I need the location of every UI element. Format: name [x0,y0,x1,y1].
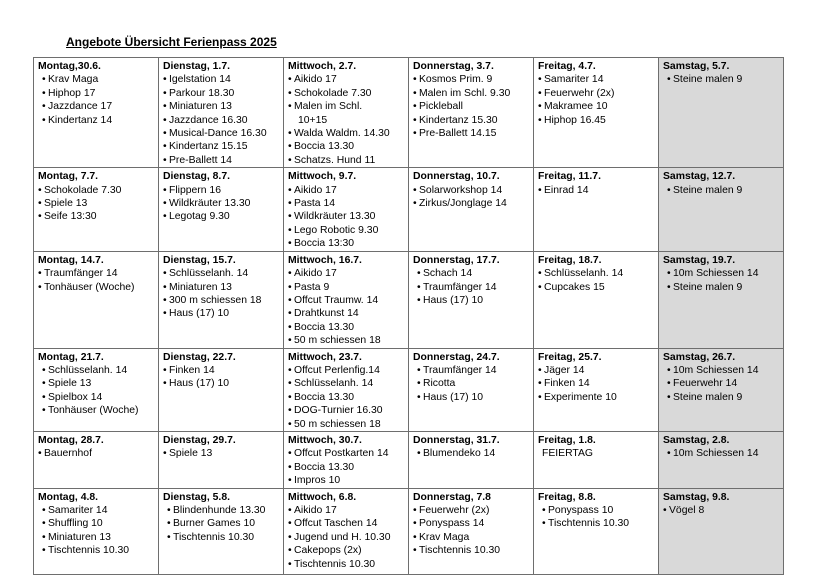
activity-item: • Cupcakes 15 [538,281,656,294]
activity-item: • Haus (17) 10 [163,377,281,390]
day-heading: Donnerstag, 24.7. [413,351,500,363]
week-row [34,251,784,348]
document-title: Angebote Übersicht Ferienpass 2025 [66,35,277,49]
activity-item: • Schokolade 7.30 [288,87,406,100]
activity-item: • Boccia 13.30 [288,321,406,334]
activity-list [663,184,781,197]
activity-item: • 10m Schiessen 14 [663,364,781,377]
day-cell-wed [284,58,409,168]
activity-item: • Offcut Postkarten 14 [288,447,406,460]
activity-item: • 10m Schiessen 14 [663,267,781,280]
day-heading: Samstag, 9.8. [663,491,730,503]
activity-item: • Spiele 13 [38,377,156,390]
activity-list [38,364,156,418]
activity-item: • Offcut Perlenfig.14 [288,364,406,377]
activity-item: • Finken 14 [163,364,281,377]
day-cell-sat [659,348,784,431]
day-heading: Samstag, 5.7. [663,61,730,72]
activity-item: • Steine malen 9 [663,184,781,197]
activity-list [413,504,531,558]
activity-item: • Schlüsselanh. 14 [163,267,281,280]
activity-item: • Aikido 17 [288,267,406,280]
activity-list [288,447,406,487]
activity-item: • Blumendeko 14 [413,447,531,460]
activity-item: • Hiphop 16.45 [538,114,656,127]
activity-list [163,504,281,544]
activity-item: • Kosmos Prim. 9 [413,73,531,86]
activity-item: • Jazzdance 17 [38,100,156,113]
activity-item: • Tischtennis 10.30 [413,544,531,557]
activity-item: • Krav Maga [413,531,531,544]
day-cell-wed [284,251,409,348]
activity-item: 10+15 [298,114,328,126]
day-heading: Mittwoch, 2.7. [288,61,357,72]
activity-list [288,184,406,251]
day-cell-tue [159,58,284,168]
activity-item: • Traumfänger 14 [413,364,531,377]
week-row [34,168,784,251]
activity-item: • Aikido 17 [288,504,406,517]
day-heading: Freitag, 1.8. [538,434,596,446]
activity-item: • Feuerwehr (2x) [413,504,531,517]
day-cell-wed [284,168,409,251]
activity-item: • Malen im Schl. 9.30 [413,87,531,100]
activity-item: • Malen im Schl. [288,100,406,113]
activity-item: • Solarworkshop 14 [413,184,531,197]
activity-item: • Boccia 13.30 [288,461,406,474]
activity-item: • Pasta 14 [288,197,406,210]
day-cell-wed [284,431,409,488]
activity-item: • Offcut Taschen 14 [288,517,406,530]
day-heading: Donnerstag, 7.8 [413,491,491,503]
activity-list [38,447,156,460]
day-cell-fri [534,488,659,574]
activity-item: • Kindertanz 15.15 [163,140,281,153]
activity-item: • Boccia 13:30 [288,237,406,250]
day-heading: Freitag, 4.7. [538,61,596,72]
day-cell-sat [659,168,784,251]
activity-item: • Burner Games 10 [163,517,281,530]
activity-item: • Miniaturen 13 [163,281,281,294]
activity-item: • Pre-Ballett 14.15 [413,127,531,140]
day-heading: Freitag, 18.7. [538,254,602,266]
activity-item: • Steine malen 9 [663,391,781,404]
activity-item: • Schokolade 7.30 [38,184,156,197]
day-heading: Samstag, 26.7. [663,351,736,363]
day-cell-mon [34,58,159,168]
day-heading: Montag, 28.7. [38,434,104,446]
day-heading: Dienstag, 5.8. [163,491,230,503]
activity-item: • Traumfänger 14 [413,281,531,294]
activity-item: • Igelstation 14 [163,73,281,86]
activity-item: • 50 m schiessen 18 [288,334,406,347]
activity-item: • Zirkus/Jonglage 14 [413,197,531,210]
activity-item: • Schlüsselanh. 14 [538,267,656,280]
day-cell-sat [659,251,784,348]
activity-item: • Impros 10 [288,474,406,487]
day-heading: Dienstag, 8.7. [163,171,230,183]
activity-item: • Spielbox 14 [38,391,156,404]
activity-item: • Boccia 13.30 [288,140,406,153]
activity-list [163,73,281,167]
activity-item: • Pasta 9 [288,281,406,294]
activity-item: • Seife 13:30 [38,210,156,223]
activity-item: • Tischtennis 10.30 [163,531,281,544]
activity-item: • Hiphop 17 [38,87,156,100]
activity-list [163,184,281,224]
day-heading: Donnerstag, 17.7. [413,254,500,266]
activity-item: • Flippern 16 [163,184,281,197]
activity-item: • Wildkräuter 13.30 [288,210,406,223]
day-heading: Freitag, 8.8. [538,491,596,503]
activity-item: • Shuffling 10 [38,517,156,530]
week-row [34,348,784,431]
week-row [34,58,784,168]
activity-item: • Tonhäuser (Woche) [38,281,156,294]
day-heading: Montag, 7.7. [38,171,99,183]
activity-item: • Vögel 8 [663,504,781,517]
day-heading: Montag,30.6. [38,61,101,72]
activity-list [663,364,781,404]
activity-list [413,267,531,307]
activity-item: • Parkour 18.30 [163,87,281,100]
week-row [34,431,784,488]
activity-list [413,184,531,211]
activity-list [538,364,656,404]
activity-item: • Boccia 13.30 [288,391,406,404]
day-cell-mon [34,488,159,574]
activity-item: • Drahtkunst 14 [288,307,406,320]
activity-item: • Tischtennis 10.30 [38,544,156,557]
activity-list [163,364,281,391]
activity-list [163,447,281,460]
day-cell-sat [659,58,784,168]
activity-item: • Feuerwehr 14 [663,377,781,390]
day-cell-tue [159,488,284,574]
day-heading: Dienstag, 22.7. [163,351,236,363]
activity-list [538,184,656,197]
day-cell-fri [534,251,659,348]
activity-list [413,364,531,404]
day-heading: Dienstag, 1.7. [163,61,230,72]
activity-item: • Aikido 17 [288,73,406,86]
day-heading: Montag, 4.8. [38,491,99,503]
activity-item: • Samariter 14 [38,504,156,517]
activity-item: • Jäger 14 [538,364,656,377]
activity-list [38,73,156,127]
day-cell-thu [409,168,534,251]
day-cell-thu [409,348,534,431]
activity-list [38,184,156,224]
activity-item: • Spiele 13 [163,447,281,460]
activity-list [663,267,781,294]
day-heading: Freitag, 25.7. [538,351,602,363]
day-heading: Donnerstag, 10.7. [413,171,500,183]
activity-item: • Offcut Traumw. 14 [288,294,406,307]
activity-list [38,504,156,558]
schedule-table [33,57,784,575]
activity-item: • 300 m schiessen 18 [163,294,281,307]
activity-item: • Samariter 14 [538,73,656,86]
activity-item: • Pre-Ballett 14 [163,154,281,167]
activity-list [538,73,656,127]
activity-item: • Einrad 14 [538,184,656,197]
activity-item: • Jugend und H. 10.30 [288,531,406,544]
activity-item: • Legotag 9.30 [163,210,281,223]
day-heading: Samstag, 19.7. [663,254,736,266]
day-heading: Montag, 14.7. [38,254,104,266]
activity-list [663,447,781,460]
activity-item: • Walda Waldm. 14.30 [288,127,406,140]
day-cell-fri [534,168,659,251]
activity-list [413,73,531,140]
day-cell-mon [34,168,159,251]
activity-item: • Blindenhunde 13.30 [163,504,281,517]
activity-item: • Finken 14 [538,377,656,390]
day-cell-thu [409,58,534,168]
activity-item: • 50 m schiessen 18 [288,418,406,431]
day-cell-mon [34,348,159,431]
activity-item: • Schlüsselanh. 14 [38,364,156,377]
activity-item: • Krav Maga [38,73,156,86]
activity-item: • Schlüsselanh. 14 [288,377,406,390]
activity-item: • Traumfänger 14 [38,267,156,280]
activity-item: • Schatzs. Hund 11 [288,154,406,167]
day-heading: Freitag, 11.7. [538,171,601,183]
activity-item: • Aikido 17 [288,184,406,197]
activity-item: • Tonhäuser (Woche) [38,404,156,417]
activity-item: • Kindertanz 14 [38,114,156,127]
activity-item: • 10m Schiessen 14 [663,447,781,460]
day-cell-fri [534,431,659,488]
activity-item: • Musical-Dance 16.30 [163,127,281,140]
activity-item: • Miniaturen 13 [163,100,281,113]
day-cell-sat [659,488,784,574]
day-heading: Samstag, 12.7. [663,171,736,183]
activity-item: • Jazzdance 16.30 [163,114,281,127]
activity-list [663,73,781,86]
activity-item: • Kindertanz 15.30 [413,114,531,127]
day-heading: Mittwoch, 23.7. [288,351,362,363]
day-cell-wed [284,348,409,431]
day-cell-thu [409,251,534,348]
day-cell-fri [534,348,659,431]
activity-list [288,73,406,167]
day-cell-tue [159,348,284,431]
activity-item: • Steine malen 9 [663,281,781,294]
activity-item: • Schach 14 [413,267,531,280]
day-cell-mon [34,251,159,348]
activity-list [288,267,406,347]
day-cell-fri [534,58,659,168]
activity-list [538,504,656,531]
activity-list [663,504,781,517]
activity-item: • Bauernhof [38,447,156,460]
day-heading: Mittwoch, 9.7. [288,171,357,183]
activity-item: • DOG-Turnier 16.30 [288,404,406,417]
day-cell-tue [159,251,284,348]
day-cell-tue [159,168,284,251]
activity-list [38,267,156,294]
activity-item: • Experimente 10 [538,391,656,404]
day-heading: Dienstag, 29.7. [163,434,236,446]
day-cell-mon [34,431,159,488]
holiday-note: FEIERTAG [542,448,593,460]
day-heading: Mittwoch, 16.7. [288,254,362,266]
day-heading: Mittwoch, 6.8. [288,491,357,503]
activity-list [288,364,406,431]
week-row [34,488,784,574]
day-cell-sat [659,431,784,488]
activity-list [538,267,656,294]
day-cell-tue [159,431,284,488]
day-heading: Dienstag, 15.7. [163,254,236,266]
activity-item: • Wildkräuter 13.30 [163,197,281,210]
day-heading: Montag, 21.7. [38,351,104,363]
activity-item: • Miniaturen 13 [38,531,156,544]
day-cell-thu [409,488,534,574]
day-heading: Mittwoch, 30.7. [288,434,362,446]
activity-item: • Ricotta [413,377,531,390]
day-heading: Donnerstag, 31.7. [413,434,500,446]
day-cell-wed [284,488,409,574]
activity-list [163,267,281,321]
activity-item: • Haus (17) 10 [413,391,531,404]
day-heading: Donnerstag, 3.7. [413,61,494,72]
activity-item: • Spiele 13 [38,197,156,210]
day-heading: Samstag, 2.8. [663,434,730,446]
activity-item: • Haus (17) 10 [413,294,531,307]
activity-item: • Ponyspass 14 [413,517,531,530]
activity-item: • Tischtennis 10.30 [288,558,406,571]
activity-item: • Tischtennis 10.30 [538,517,656,530]
activity-item: • Makramee 10 [538,100,656,113]
activity-item: • Ponyspass 10 [538,504,656,517]
activity-item: • Haus (17) 10 [163,307,281,320]
activity-item: • Pickleball [413,100,531,113]
activity-item: • Feuerwehr (2x) [538,87,656,100]
activity-item: • Steine malen 9 [663,73,781,86]
day-cell-thu [409,431,534,488]
activity-list [288,504,406,571]
activity-item: • Lego Robotic 9.30 [288,224,406,237]
activity-item: • Cakepops (2x) [288,544,406,557]
activity-list [413,447,531,460]
